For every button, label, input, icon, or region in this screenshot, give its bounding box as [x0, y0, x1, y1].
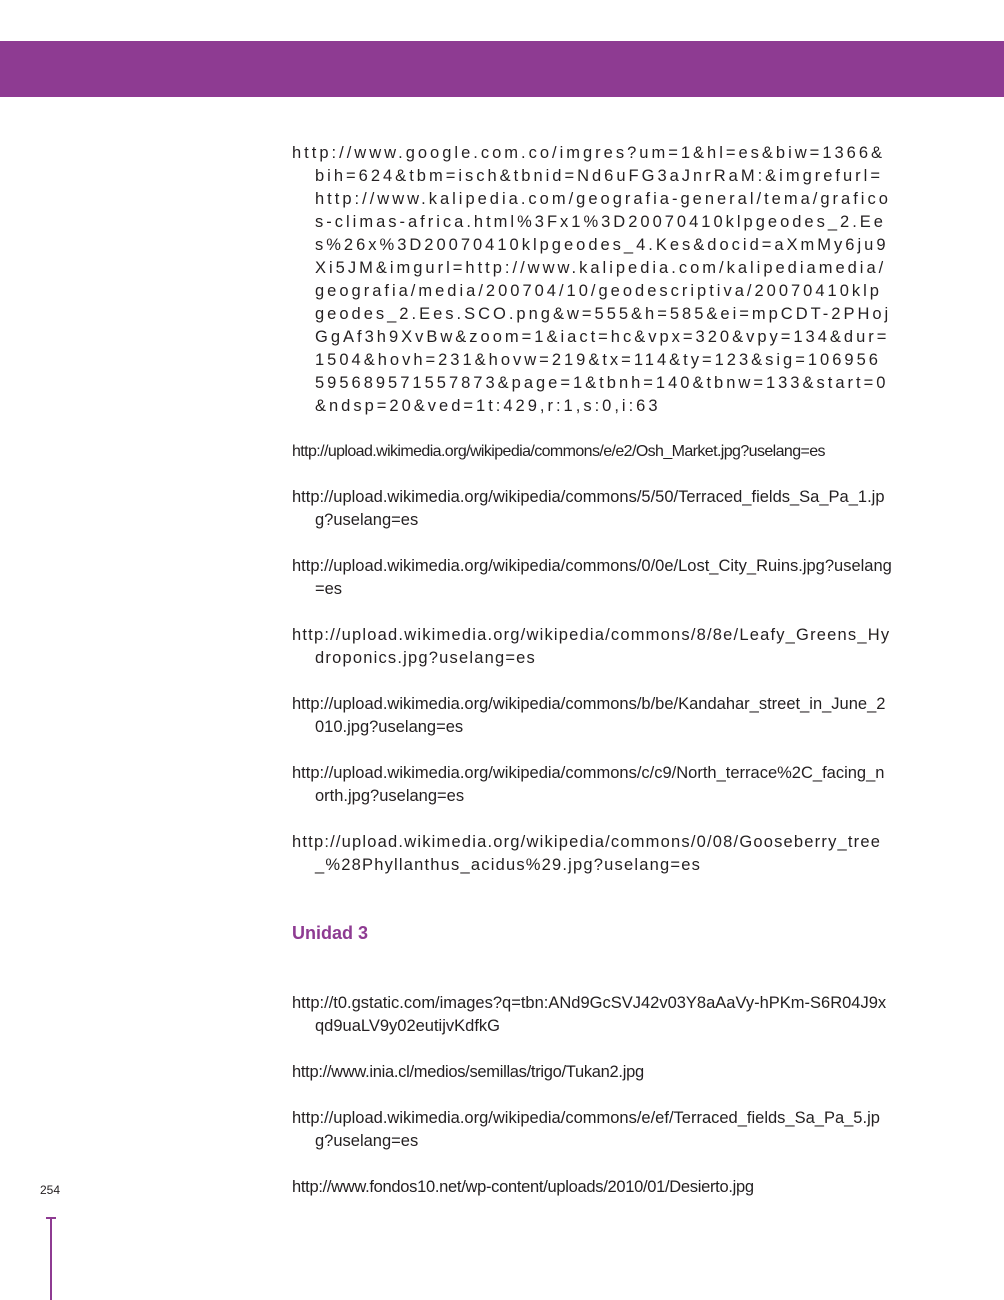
reference-url: http://upload.wikimedia.org/wikipedia/commons/c/c9/North_terrace%2C_facing_north.jpg?uselang=es — [292, 764, 885, 805]
reference-url: http://upload.wikimedia.org/wikipedia/commons/e/e2/Osh_Market.jpg?uselang=es — [292, 443, 825, 460]
header-band — [0, 41, 1004, 97]
reference-url: http://www.google.com.co/imgres?um=1&hl=es&biw=1366&bih=624&tbm=isch&tbnid=Nd6uFG3aJnrRaM:&imgrefurl=http://www.kalipedia.com/geografia-general/tema/graficos-climas-africa.html%3Fx1%3D20070410klpgeodes_2.Ees%26x%3D20070410klpgeodes_4.Kes&docid=aXmMy6ju9Xi5JM&imgurl=http://www.kalipedia.com/kalipediamedia/geografia/media/200704/10/geodescriptiva/20070410klpgeodes_2.Ees.SCO.png&w=555&h=585&ei=mpCDT-2PHojGgAf3h9XvBw&zoom=1&iact=hc&vpx=320&vpy=134&dur=1504&hovh=231&hovw=219&tx=114&ty=123&sig=106956595689571557873&page=1&tbnh=140&tbnw=133&start=0&ndsp=20&ved=1t:429,r:1,s:0,i:63 — [292, 144, 892, 415]
reference-url: http://upload.wikimedia.org/wikipedia/commons/0/0e/Lost_City_Ruins.jpg?uselang=es — [292, 557, 892, 598]
reference-url: http://upload.wikimedia.org/wikipedia/commons/8/8e/Leafy_Greens_Hydroponics.jpg?uselang=es — [292, 626, 891, 667]
reference-url: http://upload.wikimedia.org/wikipedia/commons/b/be/Kandahar_street_in_June_2010.jpg?uselang=es — [292, 695, 886, 736]
reference-url: http://upload.wikimedia.org/wikipedia/commons/e/ef/Terraced_fields_Sa_Pa_5.jpg?uselang=es — [292, 1109, 880, 1150]
reference-url: http://upload.wikimedia.org/wikipedia/commons/0/08/Gooseberry_tree_%28Phyllanthus_acidus%29.jpg?uselang=es — [292, 833, 882, 874]
section-title: Unidad 3 — [292, 923, 369, 943]
margin-rule — [50, 1218, 52, 1300]
page-number: 254 — [40, 1183, 61, 1197]
references-column — [292, 142, 892, 1222]
reference-url: http://t0.gstatic.com/images?q=tbn:ANd9GcSVJ42v03Y8aAaVy-hPKm-S6R04J9xqd9uaLV9y02eutijvKdfkG — [292, 994, 887, 1035]
reference-url: http://www.inia.cl/medios/semillas/trigo/Tukan2.jpg — [292, 1063, 644, 1081]
reference-url: http://upload.wikimedia.org/wikipedia/commons/5/50/Terraced_fields_Sa_Pa_1.jpg?uselang=es — [292, 488, 885, 529]
reference-url: http://www.fondos10.net/wp-content/uploads/2010/01/Desierto.jpg — [292, 1178, 754, 1196]
